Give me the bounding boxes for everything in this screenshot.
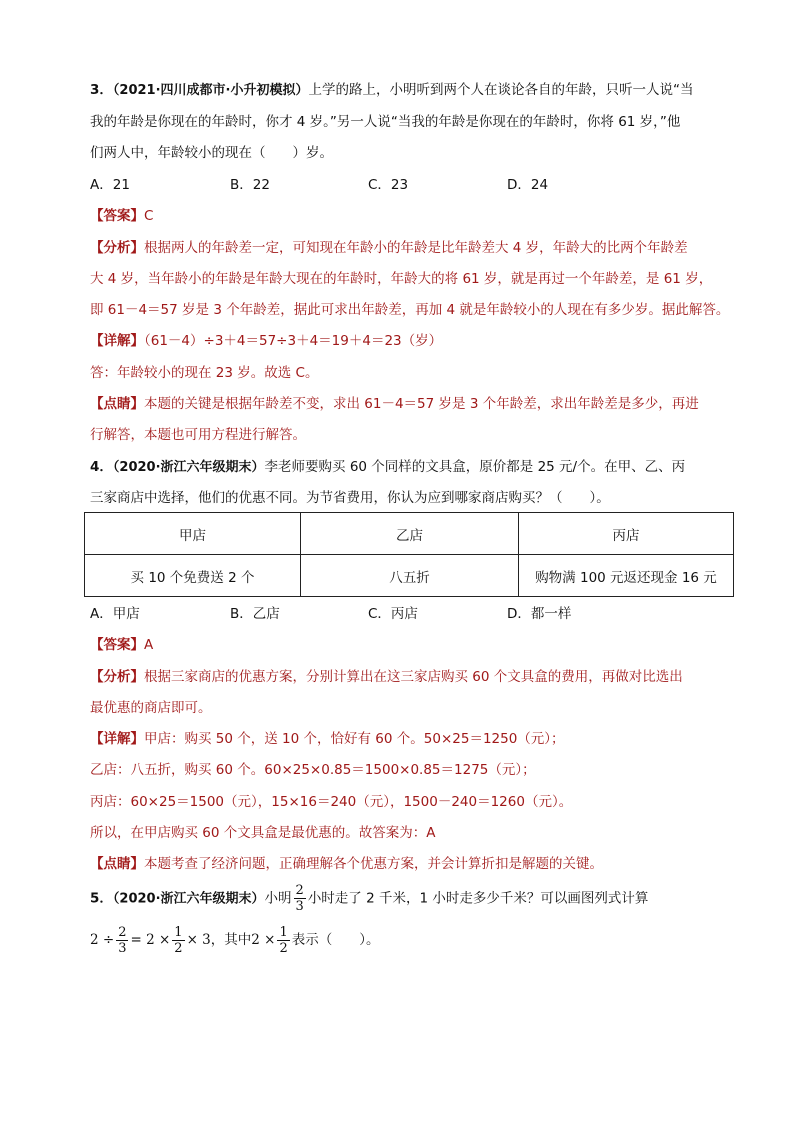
q3-analysis-2: 大 4 岁，当年龄小的年龄是年龄大现在的年龄时，年龄大的将 61 岁，就是再过一个年龄差，是 61 岁， (90, 271, 713, 287)
q4-detail-1 (90, 729, 565, 749)
q4-answer-value: A (144, 637, 154, 653)
q3-comment-1 (90, 394, 699, 414)
q4-line-1 (90, 457, 685, 478)
q3-options (90, 175, 548, 195)
q3-line-2: 我的年龄是你现在的年龄时，你才 4 岁。”另一人说“当我的年龄是你现在的年龄时，你将 61 岁，”他 (90, 114, 681, 130)
fraction-numerator: 2 (118, 924, 127, 940)
q3-comment-2: 行解答，本题也可用方程进行解答。 (90, 427, 306, 443)
q3-analysis-tag: 【分析】 (90, 240, 144, 256)
q3-number: 3． (90, 82, 113, 98)
q4-detail-3: 丙店：60×25＝1500（元），15×16＝240（元），1500－240＝1260（元）。 (90, 794, 573, 810)
fraction-two-thirds (294, 883, 306, 914)
q3-analysis-text-1: 根据两人的年龄差一定，可知现在年龄小的年龄是比年龄差大 4 岁，年龄大的比两个年龄差 (144, 240, 688, 256)
q4-detail-text-1: 甲店：购买 50 个，送 10 个，恰好有 60 个。50×25＝1250（元）； (144, 731, 565, 747)
q4-answer (90, 635, 153, 655)
fraction-numerator: 1 (174, 924, 183, 940)
q5-expr-a: 2 ÷ (90, 932, 115, 948)
q4-option-b: B．乙店 (230, 606, 280, 622)
q3-detail-text: （61－4）÷3＋4＝57÷3＋4＝19＋4＝23（岁） (144, 333, 443, 349)
q3-analysis-3: 即 61－4＝57 岁是 3 个年龄差，据此可求出年龄差，再加 4 就是年龄较小的人现在有多少岁。据此解答。 (90, 302, 730, 318)
q3-answer-value: C (144, 208, 154, 224)
q4-number: 4． (90, 459, 113, 475)
fraction-denominator: 2 (174, 940, 183, 956)
q4-options (90, 604, 571, 624)
q4-option-a: A．甲店 (90, 606, 140, 622)
q3-option-d: D．24 (507, 177, 549, 193)
table-header-cell: 甲店 (85, 513, 301, 555)
shop-table (84, 512, 734, 597)
q5-expr-b: = 2 × (130, 932, 171, 948)
q5-expr-d: 2 × (251, 932, 276, 948)
q3-detail-tag: 【详解】 (90, 333, 144, 349)
q3-answer (90, 206, 153, 226)
table-header-row (85, 513, 734, 555)
fraction-one-half (172, 925, 184, 956)
q3-analysis-1 (90, 238, 688, 258)
q5-source: （2020·浙江六年级期末） (112, 891, 265, 907)
fraction-denominator: 2 (279, 940, 288, 956)
q4-detail-4: 所以，在甲店购买 60 个文具盒是最优惠的。故答案为：A (90, 825, 436, 841)
q5-text-a: 小明 (264, 890, 292, 907)
q3-source: （2021·四川成都市·小升初模拟） (112, 83, 309, 98)
q3-comment-text-1: 本题的关键是根据年龄差不变，求出 61－4＝57 岁是 3 个年龄差，求出年龄差是多少，再进 (144, 396, 699, 412)
q3-option-c: C．23 (368, 177, 409, 193)
fraction-denominator: 3 (295, 899, 304, 914)
q5-text-c: ，其中 (210, 932, 252, 948)
q4-comment-tag: 【点睛】 (90, 856, 144, 872)
q3-reply: 答：年龄较小的现在 23 岁。故选 C。 (90, 365, 319, 381)
table-cell: 买 10 个免费送 2 个 (85, 555, 301, 597)
q4-text-1: 李老师要购买 60 个同样的文具盒，原价都是 25 元/个。在甲、乙、丙 (264, 459, 686, 475)
q5-line-1 (90, 883, 648, 915)
table-header-cell: 丙店 (519, 513, 734, 555)
q4-analysis-2: 最优惠的商店即可。 (90, 700, 212, 716)
fraction-denominator: 3 (118, 940, 127, 956)
q5-number: 5． (90, 890, 113, 907)
table-cell: 购物满 100 元返还现金 16 元 (519, 555, 734, 597)
table-row (85, 555, 734, 597)
q3-line-1 (90, 80, 693, 101)
q5-text-b: 小时走了 2 千米，1 小时走多少千米？可以画图列式计算 (307, 890, 649, 907)
q4-analysis-1 (90, 667, 683, 687)
table-cell: 八五折 (301, 555, 519, 597)
q4-line-2: 三家商店中选择，他们的优惠不同。为节省费用，你认为应到哪家商店购买？（ ）。 (90, 490, 610, 506)
q4-answer-tag: 【答案】 (90, 637, 144, 653)
q3-option-b: B．22 (230, 177, 270, 193)
fraction-two-thirds (116, 925, 128, 956)
q4-comment-text: 本题考查了经济问题，正确理解各个优惠方案，并会计算折扣是解题的关键。 (144, 856, 603, 872)
q3-text-1: 上学的路上，小明听到两个人在谈论各自的年龄，只听一人说“当 (308, 82, 694, 98)
q4-option-d: D．都一样 (507, 606, 572, 622)
q4-analysis-text-1: 根据三家商店的优惠方案，分别计算出在这三家店购买 60 个文具盒的费用，再做对比选出 (144, 669, 683, 685)
q4-source: （2020·浙江六年级期末） (112, 460, 265, 475)
q3-answer-tag: 【答案】 (90, 208, 144, 224)
q4-detail-2: 乙店：八五折，购买 60 个。60×25×0.85＝1500×0.85＝1275（元）； (90, 762, 536, 778)
q3-comment-tag: 【点睛】 (90, 396, 144, 412)
q4-comment (90, 854, 603, 874)
q4-detail-tag: 【详解】 (90, 731, 144, 747)
q4-analysis-tag: 【分析】 (90, 669, 144, 685)
table-header-cell: 乙店 (301, 513, 519, 555)
q5-line-2 (90, 924, 380, 956)
q3-option-a: A．21 (90, 177, 130, 193)
fraction-numerator: 1 (279, 924, 288, 940)
q4-option-c: C．丙店 (368, 606, 418, 622)
q3-line-3: 们两人中，年龄较小的现在（ ）岁。 (90, 145, 333, 161)
q5-text-d: 表示（ ）。 (291, 932, 380, 948)
q3-detail (90, 331, 442, 351)
q5-expr-c: × 3 (186, 932, 211, 948)
fraction-one-half (277, 925, 289, 956)
fraction-numerator: 2 (295, 883, 304, 898)
